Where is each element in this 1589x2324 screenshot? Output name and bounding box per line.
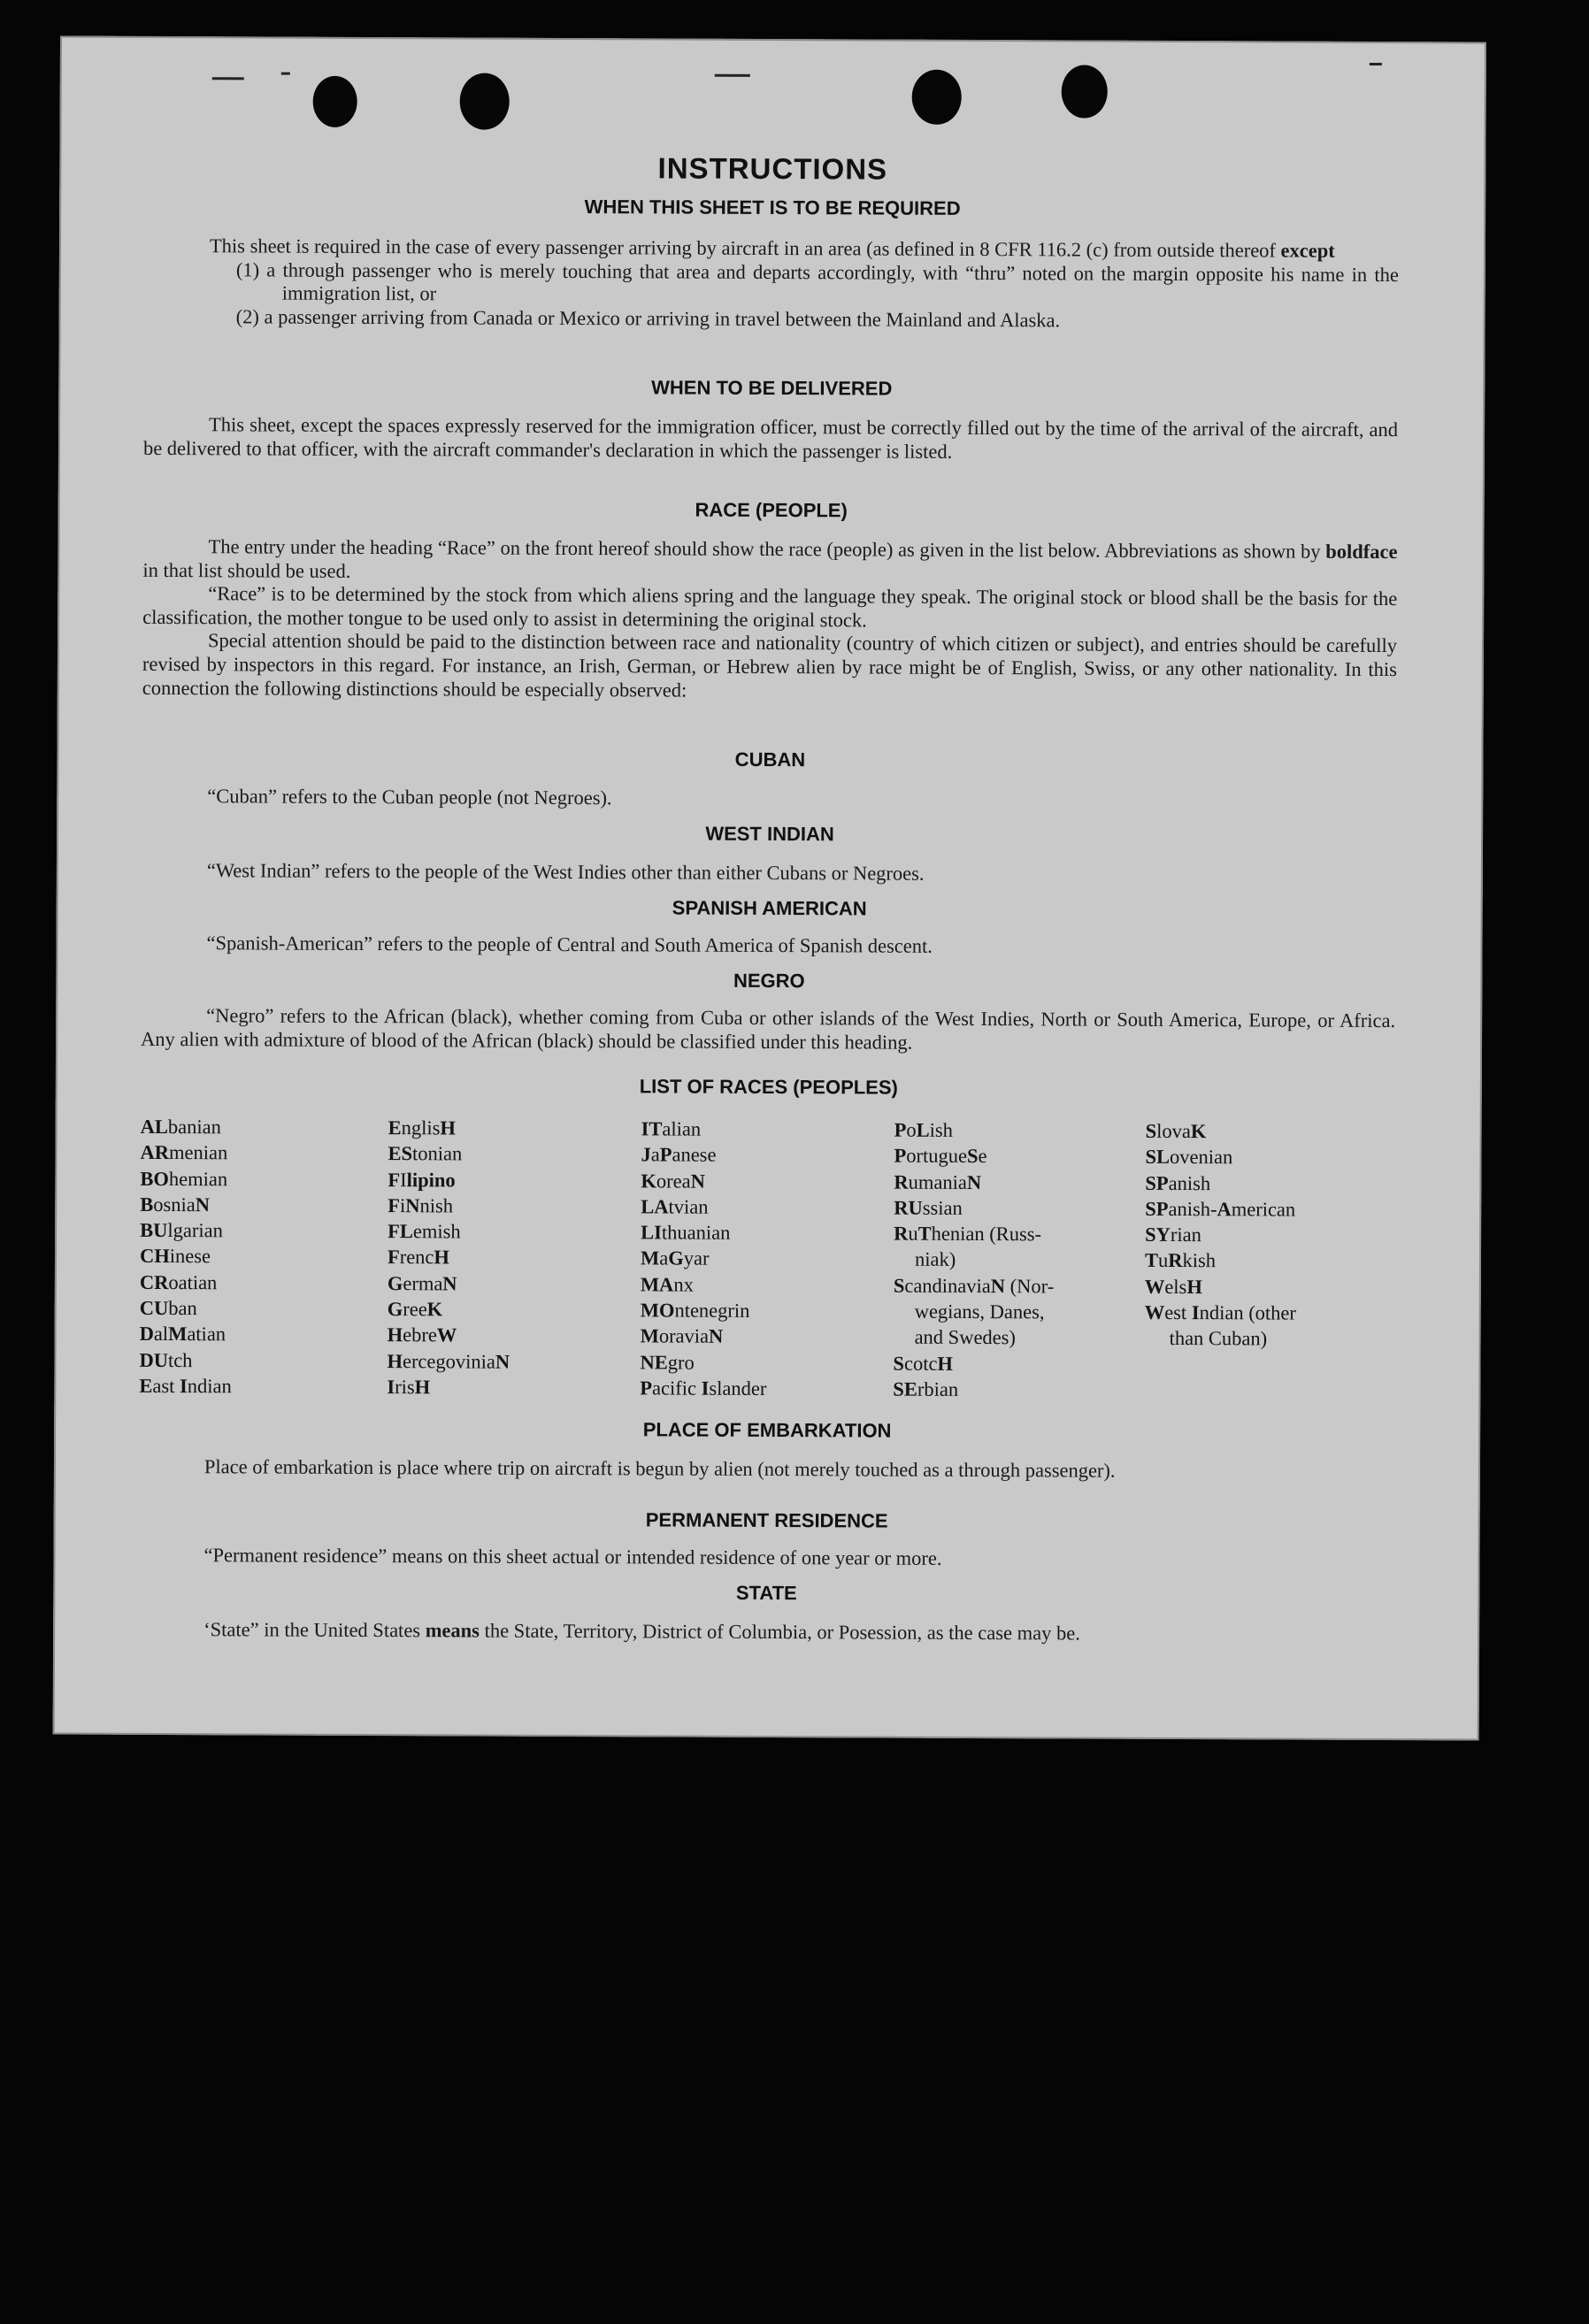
- required-item-2: (2) a passenger arriving from Canada or Mexico or arriving in travel between the Mainland and Alaska.: [235, 305, 1061, 332]
- race-entry: [1145, 1144, 1296, 1170]
- race-abbrev: M: [640, 1246, 660, 1269]
- negro-paragraph: “Negro” refers to the African (black), whether coming from Cuba or other islands of the West Indies, North or South America, Europe, or Africa. Any alien with admixture of blood of the African (black) should be classified under this heading.: [141, 1004, 1396, 1054]
- race-text: e: [978, 1145, 987, 1168]
- race-abbrev: A: [1217, 1198, 1232, 1221]
- race-text: I: [400, 1168, 407, 1191]
- heading-cuban: CUBAN: [734, 748, 806, 771]
- race-entry: [894, 1272, 1055, 1299]
- race-text: osnia: [153, 1193, 196, 1216]
- race-text: erma: [403, 1271, 443, 1295]
- race-p1-b: in that list should be used.: [142, 558, 351, 582]
- race-text: ris: [395, 1376, 415, 1399]
- state-text: [138, 1618, 1393, 1647]
- race-abbrev: G: [387, 1298, 403, 1321]
- race-abbrev: T: [1144, 1249, 1159, 1272]
- race-entry: [894, 1143, 1055, 1170]
- race-entry: [141, 1114, 234, 1140]
- race-abbrev: R: [1168, 1249, 1183, 1272]
- heading-when-delivered: WHEN TO BE DELIVERED: [651, 376, 893, 400]
- race-abbrev: IT: [641, 1117, 663, 1140]
- race-entry: [893, 1350, 1054, 1377]
- race-abbrev: S: [966, 1145, 979, 1168]
- race-text: slander: [709, 1377, 767, 1400]
- race-entry: [640, 1375, 766, 1401]
- race-text: ndian (other: [1199, 1301, 1297, 1324]
- race-abbrev: P: [640, 1377, 653, 1400]
- race-abbrev: SY: [1145, 1223, 1171, 1246]
- race-abbrev: I: [179, 1375, 188, 1398]
- west-indian-text: [142, 859, 1396, 888]
- race-entry: [1145, 1247, 1296, 1274]
- race-abbrev: F: [388, 1168, 401, 1191]
- race-entry: [641, 1168, 767, 1194]
- race-abbrev: I: [701, 1377, 710, 1400]
- races-column-1: [139, 1114, 233, 1400]
- cuban-text: [142, 785, 1396, 814]
- residence-text: [138, 1544, 1393, 1573]
- race-entry: [1146, 1118, 1297, 1145]
- race-abbrev: G: [668, 1246, 684, 1270]
- race-entry: [641, 1271, 767, 1298]
- race-text: kish: [1182, 1249, 1217, 1272]
- race-p1-a: The entry under the heading “Race” on the front hereof should show the race (people) as given in the list below. Abbreviations as shown by: [208, 535, 1321, 563]
- race-text: ndian: [187, 1375, 232, 1398]
- punch-hole-2: [460, 73, 510, 129]
- heading-spanish-american: SPANISH AMERICAN: [672, 896, 867, 920]
- race-abbrev: CU: [139, 1296, 169, 1320]
- race-text: than Cuban): [1169, 1327, 1268, 1350]
- race-text: henian (Russ-: [931, 1222, 1042, 1246]
- punch-hole-1: [313, 76, 357, 127]
- race-text: rbian: [917, 1377, 959, 1400]
- race-text: ree: [403, 1298, 427, 1321]
- embarkation-paragraph: Place of embarkation is place where trip on aircraft is begun by alien (not merely touched as a through passenger).: [203, 1455, 1116, 1482]
- race-entry: [140, 1139, 233, 1166]
- race-abbrev: DU: [139, 1348, 169, 1371]
- race-abbrev: H: [414, 1376, 431, 1399]
- race-text: thuanian: [661, 1221, 731, 1244]
- race-entry: [641, 1246, 767, 1272]
- race-paragraph-2: “Race” is to be determined by the stock from which aliens spring and the language they speak. The original stock or blood shall be the basis for the classification, the mother tongue to be used only to assist in determining the original stock.: [142, 582, 1398, 632]
- race-abbrev: N: [442, 1272, 457, 1295]
- race-text: nx: [673, 1273, 694, 1296]
- race-entry: [641, 1297, 767, 1323]
- race-entry: [140, 1269, 233, 1296]
- negro-text: [141, 1004, 1395, 1056]
- race-text: u: [1157, 1249, 1169, 1272]
- heading-race: RACE (PEOPLE): [695, 498, 848, 522]
- race-abbrev: AL: [140, 1115, 168, 1139]
- race-text: lova: [1156, 1119, 1191, 1143]
- race-abbrev: RU: [894, 1196, 923, 1219]
- race-abbrev: BU: [140, 1219, 168, 1242]
- race-text: ssian: [922, 1196, 963, 1219]
- race-entry: [641, 1116, 768, 1142]
- race-abbrev: N: [405, 1194, 420, 1217]
- race-abbrev: I: [387, 1376, 395, 1399]
- race-entry: [387, 1348, 510, 1375]
- race-text: a: [659, 1246, 669, 1269]
- document-sheet: [53, 35, 1486, 1740]
- race-text: a: [650, 1143, 660, 1166]
- race-abbrev: H: [937, 1352, 954, 1375]
- race-text: rian: [1170, 1223, 1201, 1246]
- race-text: ast: [152, 1374, 180, 1398]
- required-text: [144, 234, 1399, 334]
- delivered-text: [143, 413, 1398, 465]
- race-entry: [1145, 1222, 1296, 1248]
- race-abbrev: LI: [641, 1221, 662, 1244]
- heading-when-required: WHEN THIS SHEET IS TO BE REQUIRED: [584, 196, 961, 219]
- race-abbrev: M: [168, 1323, 188, 1346]
- race-text: wegians, Danes,: [914, 1300, 1045, 1323]
- race-abbrev: CR: [139, 1270, 169, 1293]
- race-abbrev: MA: [640, 1273, 674, 1296]
- race-abbrev: H: [434, 1246, 450, 1269]
- race-abbrev: H: [440, 1116, 456, 1139]
- race-text: ortugue: [906, 1144, 968, 1168]
- race-abbrev: W: [1144, 1275, 1165, 1298]
- race-entry: [140, 1217, 233, 1244]
- races-column-2: [387, 1115, 510, 1400]
- race-text: anish: [1168, 1171, 1211, 1194]
- race-abbrev: SP: [1145, 1197, 1169, 1220]
- race-abbrev: R: [894, 1222, 909, 1245]
- race-abbrev: ES: [388, 1142, 413, 1165]
- race-entry: [1145, 1325, 1296, 1352]
- race-entry: [894, 1221, 1055, 1247]
- race-text: tch: [167, 1348, 193, 1371]
- race-entry: [388, 1322, 510, 1348]
- race-abbrev: SE: [893, 1377, 917, 1400]
- race-abbrev: BO: [140, 1167, 169, 1190]
- race-abbrev: R: [894, 1170, 909, 1193]
- race-entry: [1145, 1170, 1296, 1196]
- race-entry: [894, 1117, 1055, 1144]
- race-text: (Nor-: [1005, 1274, 1055, 1298]
- race-text: merican: [1231, 1198, 1296, 1221]
- race-text: ban: [168, 1297, 197, 1320]
- spanish-american-paragraph: “Spanish-American” refers to the people of Central and South America of Spanish descent.: [206, 932, 933, 957]
- heading-negro: NEGRO: [733, 969, 805, 993]
- edge-mark: [1370, 63, 1382, 65]
- race-abbrev: FL: [388, 1220, 413, 1243]
- race-text: banian: [167, 1116, 221, 1139]
- race-abbrev: E: [139, 1374, 153, 1397]
- race-text: i: [399, 1194, 406, 1217]
- race-text: emish: [412, 1220, 461, 1243]
- race-abbrev: LA: [641, 1195, 669, 1218]
- race-text: umania: [908, 1170, 967, 1193]
- race-abbrev: N: [709, 1325, 724, 1348]
- race-entry: [641, 1220, 767, 1246]
- race-entry: [140, 1295, 233, 1322]
- race-entry: [641, 1193, 767, 1220]
- race-entry: [894, 1299, 1055, 1325]
- race-abbrev: T: [917, 1222, 932, 1245]
- race-abbrev: M: [640, 1324, 659, 1347]
- state-text-b: the State, Territory, District of Columbia, or Posession, as the case may be.: [484, 1619, 1080, 1645]
- race-text: tonian: [411, 1142, 463, 1165]
- west-indian-paragraph: “West Indian” refers to the people of the West Indies other than either Cubans or Negroes.: [206, 859, 925, 885]
- race-entry: [894, 1246, 1055, 1273]
- heading-place-of-embarkation: PLACE OF EMBARKATION: [642, 1418, 892, 1442]
- race-text: acific: [652, 1377, 702, 1400]
- race-entry: [140, 1321, 233, 1347]
- race-text: orea: [656, 1170, 691, 1193]
- race-boldface: boldface: [1325, 540, 1398, 564]
- required-intro: This sheet is required in the case of every passenger arriving by aircraft in an area (as defined in 8 CFR 116.2 (c) from outside thereof: [209, 234, 1277, 262]
- race-abbrev: P: [894, 1118, 907, 1141]
- race-abbrev: F: [388, 1194, 401, 1217]
- race-abbrev: CH: [139, 1245, 170, 1268]
- race-text: oravia: [658, 1324, 710, 1348]
- race-text: niak): [914, 1248, 956, 1271]
- race-text: o: [906, 1118, 917, 1141]
- race-paragraph-3: Special attention should be paid to the distinction between race and nationality (country of which citizen or subject), and entries should be carefully revised by inspectors in this regard. For instance, an Irish, German, or Hebrew alien by race might be of English, Swiss, or any other nationality. In this connection the following distinctions should be especially observed:: [142, 629, 1398, 702]
- race-entry: [1145, 1196, 1296, 1223]
- instructions-title: INSTRUCTIONS: [657, 151, 888, 186]
- race-abbrev: SL: [1145, 1146, 1171, 1169]
- races-column-3: [640, 1116, 767, 1401]
- race-abbrev: J: [641, 1143, 651, 1166]
- race-text: inese: [169, 1245, 211, 1268]
- spanish-american-text: [141, 932, 1395, 961]
- race-abbrev: G: [387, 1271, 403, 1294]
- race-abbrev: N: [690, 1170, 705, 1193]
- race-text: els: [1164, 1275, 1187, 1298]
- race-entry: [640, 1349, 766, 1376]
- race-entry: [139, 1347, 232, 1374]
- state-text-a: ‘State” in the United States: [203, 1618, 421, 1642]
- race-text: [142, 535, 1398, 705]
- race-abbrev: SP: [1145, 1171, 1169, 1194]
- race-abbrev: W: [436, 1323, 457, 1346]
- race-abbrev: N: [966, 1170, 982, 1193]
- race-entry: [388, 1218, 510, 1245]
- race-text: ebre: [403, 1323, 437, 1346]
- race-text: hemian: [168, 1167, 228, 1190]
- race-abbrev: N: [495, 1350, 510, 1373]
- heading-west-indian: WEST INDIAN: [705, 822, 834, 846]
- race-abbrev: E: [388, 1116, 402, 1139]
- race-entry: [140, 1165, 233, 1192]
- races-column-4: [893, 1117, 1055, 1403]
- edge-mark: [212, 77, 244, 80]
- race-text: ish: [929, 1118, 953, 1141]
- race-entry: [140, 1192, 233, 1218]
- race-abbrev: F: [387, 1246, 400, 1269]
- race-text: and Swedes): [914, 1326, 1017, 1349]
- race-abbrev: H: [1186, 1275, 1202, 1298]
- race-abbrev: S: [893, 1352, 905, 1375]
- heading-permanent-residence: PERMANENT RESIDENCE: [645, 1508, 888, 1532]
- race-text: anese: [672, 1143, 717, 1167]
- race-text: nglis: [401, 1116, 441, 1139]
- race-abbrev: D: [139, 1323, 154, 1346]
- race-abbrev: lipino: [406, 1168, 456, 1192]
- delivered-paragraph: This sheet, except the spaces expressly reserved for the immigration officer, must be correctly filled out by the time of the arrival of the aircraft, and be delivered to that officer, with the aircraft commander's declaration in which the passenger is listed.: [142, 413, 1399, 463]
- race-entry: [388, 1167, 510, 1193]
- race-entry: [388, 1270, 510, 1297]
- heading-state: STATE: [735, 1581, 797, 1605]
- race-text: menian: [168, 1141, 228, 1164]
- race-text: nish: [419, 1194, 454, 1217]
- race-abbrev: N: [990, 1274, 1006, 1297]
- race-entry: [388, 1115, 511, 1141]
- race-abbrev: K: [1190, 1120, 1207, 1143]
- heading-list-of-races: LIST OF RACES (PEOPLES): [639, 1075, 898, 1099]
- race-entry: [1145, 1274, 1296, 1300]
- race-entry: [388, 1140, 510, 1167]
- race-text: atian: [187, 1323, 226, 1346]
- race-abbrev: L: [916, 1118, 930, 1141]
- races-column-5: [1145, 1118, 1297, 1352]
- required-except: except: [1280, 239, 1335, 262]
- race-abbrev: H: [387, 1323, 403, 1346]
- race-text: oatian: [168, 1270, 218, 1294]
- race-entry: [894, 1169, 1055, 1195]
- race-entry: [139, 1373, 232, 1400]
- residence-paragraph: “Permanent residence” means on this sheet actual or intended residence of one year or more.: [203, 1544, 942, 1569]
- race-entry: [388, 1193, 510, 1219]
- race-entry: [894, 1324, 1055, 1351]
- race-text: ovenian: [1169, 1146, 1233, 1169]
- race-entry: [641, 1323, 767, 1350]
- race-abbrev: S: [893, 1274, 905, 1297]
- race-text: alian: [662, 1117, 702, 1140]
- punch-hole-3: [912, 70, 962, 125]
- required-item-1: (1) a through passenger who is merely touching that area and departs accordingly, with “thru” noted on the margin opposite his name in the immigration list, or: [235, 257, 1399, 305]
- race-abbrev: N: [195, 1193, 211, 1216]
- race-text: tvian: [668, 1195, 709, 1218]
- race-entry: [641, 1142, 767, 1169]
- race-text: ercegovinia: [402, 1349, 495, 1373]
- race-entry: [388, 1245, 510, 1271]
- race-text: cotc: [903, 1352, 938, 1375]
- race-abbrev: S: [1145, 1119, 1157, 1142]
- race-abbrev: AR: [140, 1141, 170, 1164]
- race-entry: [1145, 1300, 1296, 1326]
- edge-mark: [281, 73, 290, 75]
- state-means: means: [425, 1619, 480, 1642]
- race-abbrev: H: [387, 1349, 403, 1372]
- race-text: yar: [683, 1247, 710, 1270]
- race-entry: [387, 1374, 510, 1400]
- race-entry: [388, 1296, 510, 1323]
- race-entry: [893, 1377, 1054, 1403]
- race-abbrev: W: [1144, 1300, 1165, 1324]
- race-text: anish-: [1168, 1197, 1217, 1221]
- race-abbrev: K: [641, 1169, 656, 1193]
- race-abbrev: B: [140, 1193, 154, 1216]
- race-text: candinavia: [904, 1274, 991, 1297]
- race-abbrev: P: [659, 1143, 672, 1166]
- race-text: lgarian: [167, 1219, 223, 1242]
- punch-hole-4: [1062, 65, 1108, 118]
- race-abbrev: K: [426, 1298, 443, 1321]
- race-text: renc: [399, 1246, 434, 1269]
- race-abbrev: MO: [640, 1299, 675, 1322]
- race-abbrev: I: [1191, 1301, 1200, 1324]
- race-text: u: [908, 1222, 918, 1245]
- race-text: al: [153, 1323, 169, 1346]
- race-text: gro: [667, 1351, 695, 1374]
- cuban-paragraph: “Cuban” refers to the Cuban people (not Negroes).: [207, 785, 612, 809]
- embarkation-text: [139, 1455, 1393, 1484]
- race-abbrev: NE: [640, 1351, 668, 1374]
- race-abbrev: P: [894, 1144, 907, 1167]
- edge-mark: [715, 74, 750, 77]
- race-text: ntenegrin: [674, 1299, 750, 1322]
- race-entry: [140, 1243, 233, 1269]
- race-entry: [894, 1194, 1055, 1221]
- race-text: est: [1164, 1301, 1192, 1324]
